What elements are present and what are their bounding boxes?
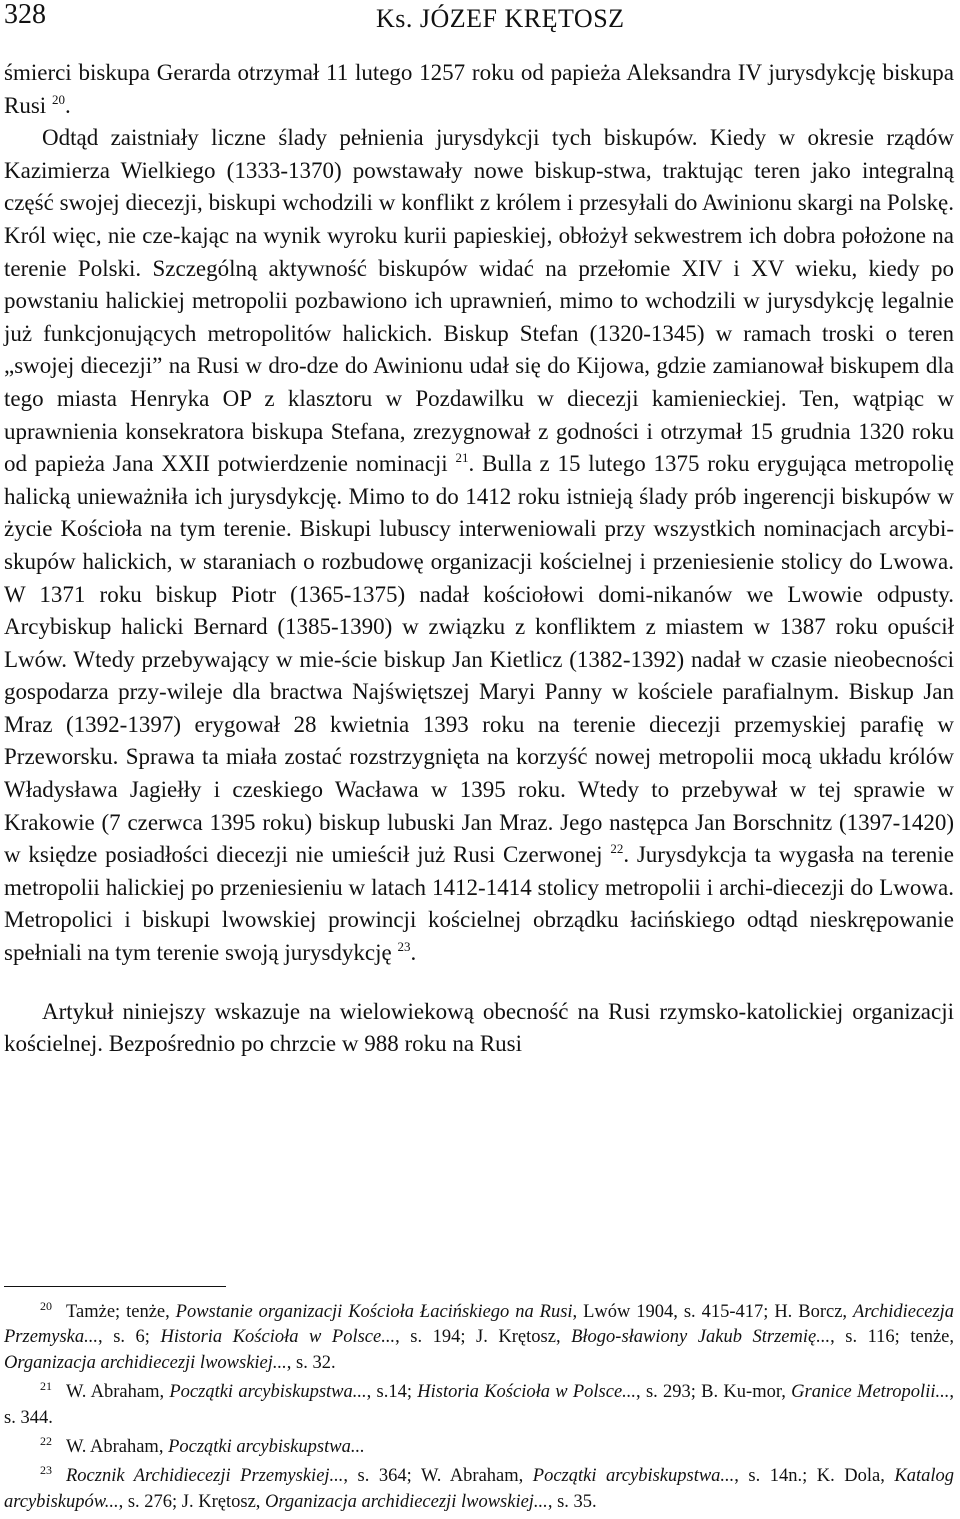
page-number: 328 (4, 0, 46, 30)
main-text (4, 57, 954, 1061)
running-head: Ks. JÓZEF KRĘTOSZ (376, 4, 625, 33)
paragraph-2: Odtąd zaistniały liczne ślady pełnienia jurysdykcji tych biskupów. Kiedy w okresie rządów Kazimierza Wielkiego (1333-1370) powstawały nowe biskup-stwa, traktując teren jako integralną część swojej diecezji, biskupi wchodzili w konflikt z królem i przesyłali do Awinionu skargi na Polskę. Król więc, nie cze-kając na wynik wyroku kurii papieskiej, obłożył sekwestrem ich dobra położone na terenie Polski. Szczególną aktywność biskupów widać na przełomie XIV i XV wieku, kiedy po powstaniu halickiej metropolii pozbawiono ich uprawnień, mimo to wchodzili w jurysdykcję legalnie już funkcjonujących metropolitów halickich. Biskup Stefan (1320-1345) w ramach troski o teren „swojej diecezji” na Rusi w dro-dze do Awinionu udał się do Kijowa, gdzie zamianował biskupem dla tego miasta Henryka OP z klasztoru w Pozdawilku w diecezji kamienieckiej. Ten, wątpiąc w uprawnienia konsekratora biskupa Stefana, zrezygnował z godności i otrzymał 15 grudnia 1320 roku od papieża Jana XXII potwierdzenie nominacji $^{21}$. Bulla z 15 lutego 1375 roku erygująca metropolię halicką unieważniła ich jurysdykcję. Mimo to do 1412 roku istnieją ślady prób ingerencji biskupów w życie Kościoła na tym terenie. Biskupi lubuscy interweniowali przy wszystkich nominacjach arcybi-skupów halickich, w staraniach o rozbudowę organizacji kościelnej i przeniesienie stolicy do Lwowa. W 1371 roku biskup Piotr (1365-1375) nadał kościołowi domi-nikanów we Lwowie odpusty. Arcybiskup halicki Bernard (1385-1390) w związku z konfliktem z miastem w 1387 roku opuścił Lwów. Wtedy przebywający w mie-ście biskup Jan Kietlicz (1382-1392) nadał w czasie nieobecności gospodarza przy-wileje dla bractwa Najświętszej Maryi Panny w kościele parafialnym. Biskup Jan Mraz (1392-1397) erygował 28 kwietnia 1393 roku na terenie diecezji przemyskiej parafię w Przeworsku. Sprawa ta miała zostać rozstrzygnięta na korzyść nowej metropolii mocą układu królów Władysława Jagiełły i czeskiego Wacława w 1395 roku. Wtedy to przebywał w tej sprawie w Krakowie (7 czerwca 1395 roku) biskup lubuski Jan Mraz. Jego następca Jan Borschnitz (1397-1420) w księdze posiadłości diecezji nie umieścił już Rusi Czerwonej $^{22}$. Jurysdykcja ta wygasła na terenie metropolii halickiej po przeniesieniu w latach 1412-1414 stolicy metropolii i archi-diecezji do Lwowa. Metropolici i biskupi lwowskiej prowincji kościelnej obrządku łacińskiego odtąd nieskrępowanie spełniali na tym terenie swoją jurysdykcję $^{23}$. (4, 125, 954, 966)
footnote-22: 22 W. Abraham, Początki arcybiskupstwa... (40, 1434, 365, 1458)
paragraph-1: śmierci biskupa Gerarda otrzymał 11 lutego 1257 roku od papieża Aleksandra IV jurysdykcję biskupa Rusi $^{20}$. (4, 60, 954, 118)
footnote-20: 20 Tamże; tenże, Powstanie organizacji Kościoła Łacińskiego na Rusi, Lwów 1904, s. 415-417; H. Borcz, Archidiecezja Przemyska..., s. 6; Historia Kościoła w Polsce..., s. 194; J. Krętosz, Błogo-sławiony Jakub Strzemię..., s. 116; tenże, Organizacja archidiecezji lwowskiej..., s. 32. (4, 1299, 954, 1373)
footnote-ref-21: 21 (455, 450, 469, 466)
footnote-23: 23 Rocznik Archidiecezji Przemyskiej..., s. 364; W. Abraham, Początki arcybiskupstwa..., s. 14n.; K. Dola, Katalog arcybiskupów..., s. 276; J. Krętosz, Organizacja archidiecezji lwowskiej..., s. 35. (4, 1463, 954, 1512)
footnotes (4, 1300, 954, 1519)
footnote-divider (4, 1286, 226, 1287)
footnote-ref-23: 23 (397, 939, 411, 955)
footnote-ref-22: 22 (610, 841, 624, 857)
paragraph-3: Artykuł niniejszy wskazuje na wielowiekową obecność na Rusi rzymsko-katolickiej organizacji kościelnej. Bezpośrednio po chrzcie w 988 roku na Rusi (4, 998, 954, 1057)
footnote-ref-20: 20 (51, 91, 65, 107)
page-header (4, 0, 954, 40)
footnote-21: 21 W. Abraham, Początki arcybiskupstwa..., s.14; Historia Kościoła w Polsce..., s. 293; B. Ku-mor, Granice Metropolii..., s. 344. (4, 1379, 954, 1428)
